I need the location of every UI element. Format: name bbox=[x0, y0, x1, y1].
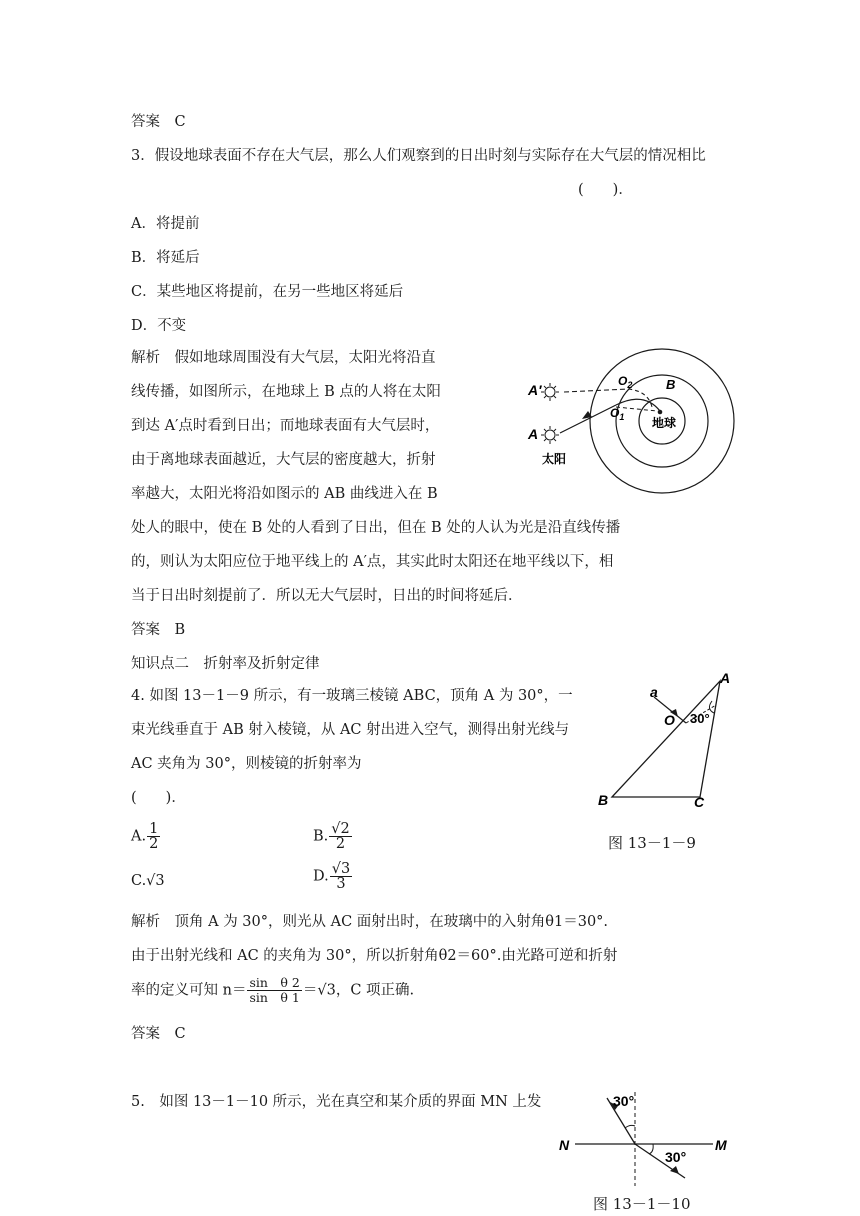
label-a: A bbox=[528, 426, 539, 442]
prism-diagram bbox=[590, 665, 750, 815]
fraction: $\frac{√2}{2}$ bbox=[331, 821, 350, 852]
q3-analysis-line: 当于日出时刻提前了．所以无大气层时，日出的时间将延后． bbox=[131, 588, 523, 604]
q3-analysis-line: 线传播，如图所示，在地球上 B 点的人将在太阳 bbox=[131, 384, 441, 400]
label-earth: 地球 bbox=[652, 416, 677, 430]
q5-stem: 5. 如图 13－1－10 所示，光在真空和某介质的界面 MN 上发 bbox=[131, 1094, 542, 1110]
q3-analysis-line: 处人的眼中，使在 B 处的人看到了日出，但在 B 处的人认为光是沿直线传播 bbox=[131, 520, 621, 536]
label-vertex-b: B bbox=[598, 792, 609, 808]
label-m: M bbox=[715, 1137, 727, 1153]
q4-stem-line: 束光线垂直于 AB 射入棱镜，从 AC 射出进入空气，测得出射光线与 bbox=[131, 722, 570, 738]
q3-option-c: C．某些地区将提前，在另一些地区将延后 bbox=[131, 284, 404, 300]
q3-blank: ( )． bbox=[578, 182, 633, 198]
angle-arc-bottom bbox=[649, 1144, 653, 1154]
arrowhead bbox=[670, 1166, 679, 1174]
q3-analysis-line: 的，则认为太阳应位于地平线上的 A′点，其实此时太阳还在地平线以下，相 bbox=[131, 554, 614, 570]
q2-answer: 答案 C bbox=[131, 114, 186, 130]
q4-option-c: C.√3 bbox=[131, 873, 165, 889]
atmosphere-diagram bbox=[520, 345, 740, 505]
figure-caption-13-1-9: 图 13－1－9 bbox=[608, 834, 696, 852]
q4-option-d: D. $\frac{√3}{3}$ bbox=[313, 861, 351, 892]
curved-ray-dashed bbox=[628, 389, 652, 407]
q4-option-a: A. $\frac{1}{2}$ bbox=[131, 821, 159, 852]
q3-analysis-line: 率越大，太阳光将沿如图示的 AB 曲线进入在 B bbox=[131, 486, 438, 502]
section-heading: 知识点二 折射率及折射定律 bbox=[131, 656, 320, 672]
dashed-sightline bbox=[616, 407, 657, 411]
label-sun: 太阳 bbox=[542, 452, 567, 466]
label-o1: $O_1$ bbox=[610, 406, 625, 422]
q3-option-b: B．将延后 bbox=[131, 250, 200, 266]
q3-analysis-line: 到达 A′点时看到日出；而地球表面有大气层时， bbox=[131, 418, 440, 434]
label-top-angle: 30° bbox=[613, 1093, 635, 1109]
figure-caption-13-1-10: 图 13－1－10 bbox=[593, 1195, 691, 1213]
q3-answer: 答案 B bbox=[131, 622, 186, 638]
fraction: $\frac{\text{sin θ 2}}{\text{sin θ 1}}$ bbox=[249, 975, 300, 1005]
q4-analysis-line: 由于出射光线和 AC 的夹角为 30°，所以折射角θ2＝60°.由光路可逆和折射 bbox=[131, 948, 618, 964]
label-vertex-a: A bbox=[720, 670, 731, 686]
sun-a-icon bbox=[541, 426, 559, 444]
angle-arc-top bbox=[625, 1125, 635, 1128]
light-ray-a bbox=[560, 405, 616, 433]
label-o2: $O_2$ bbox=[618, 374, 633, 390]
q3-analysis-line: 由于离地球表面越近，大气层的密度越大，折射 bbox=[131, 452, 436, 468]
interface-diagram bbox=[555, 1088, 745, 1188]
sun-a-prime-icon bbox=[541, 383, 559, 401]
label-b: B bbox=[666, 377, 676, 392]
point-b bbox=[658, 410, 663, 415]
label-angle: 30° bbox=[690, 711, 710, 726]
q4-blank: ( )． bbox=[131, 790, 186, 806]
q4-analysis-line: 解析 顶角 A 为 30°，则光从 AC 面射出时，在玻璃中的入射角θ1＝30°. bbox=[131, 914, 609, 930]
q3-analysis-line: 解析 假如地球周围没有大气层，太阳光将沿直 bbox=[131, 350, 436, 366]
label-a-ray: a bbox=[650, 684, 658, 700]
q3-option-a: A．将提前 bbox=[131, 216, 200, 232]
label-o: O bbox=[664, 712, 675, 728]
label-bottom-angle: 30° bbox=[665, 1149, 687, 1165]
label-a-prime: A′ bbox=[528, 382, 542, 398]
q4-stem-line: 4. 如图 13－1－9 所示，有一玻璃三棱镜 ABC，顶角 A 为 30°，一 bbox=[131, 688, 573, 704]
prism-triangle bbox=[612, 681, 720, 797]
label-n: N bbox=[559, 1137, 570, 1153]
fraction: $\frac{√3}{3}$ bbox=[331, 861, 351, 892]
fraction: $\frac{1}{2}$ bbox=[149, 821, 159, 852]
q3-stem: 3．假设地球表面不存在大气层，那么人们观察到的日出时刻与实际存在大气层的情况相比 bbox=[131, 148, 706, 164]
label-vertex-c: C bbox=[694, 794, 705, 810]
q4-answer: 答案 C bbox=[131, 1026, 186, 1042]
q4-stem-line: AC 夹角为 30°，则棱镜的折射率为 bbox=[131, 756, 362, 772]
q4-option-b: B. $\frac{√2}{2}$ bbox=[313, 821, 350, 852]
q3-option-d: D．不变 bbox=[131, 318, 187, 334]
q4-formula-line: 率的定义可知 n＝ $\frac{\text{sin θ 2}}{\text{sin θ 1}}$ ＝√3，C 项正确. bbox=[131, 975, 415, 1005]
